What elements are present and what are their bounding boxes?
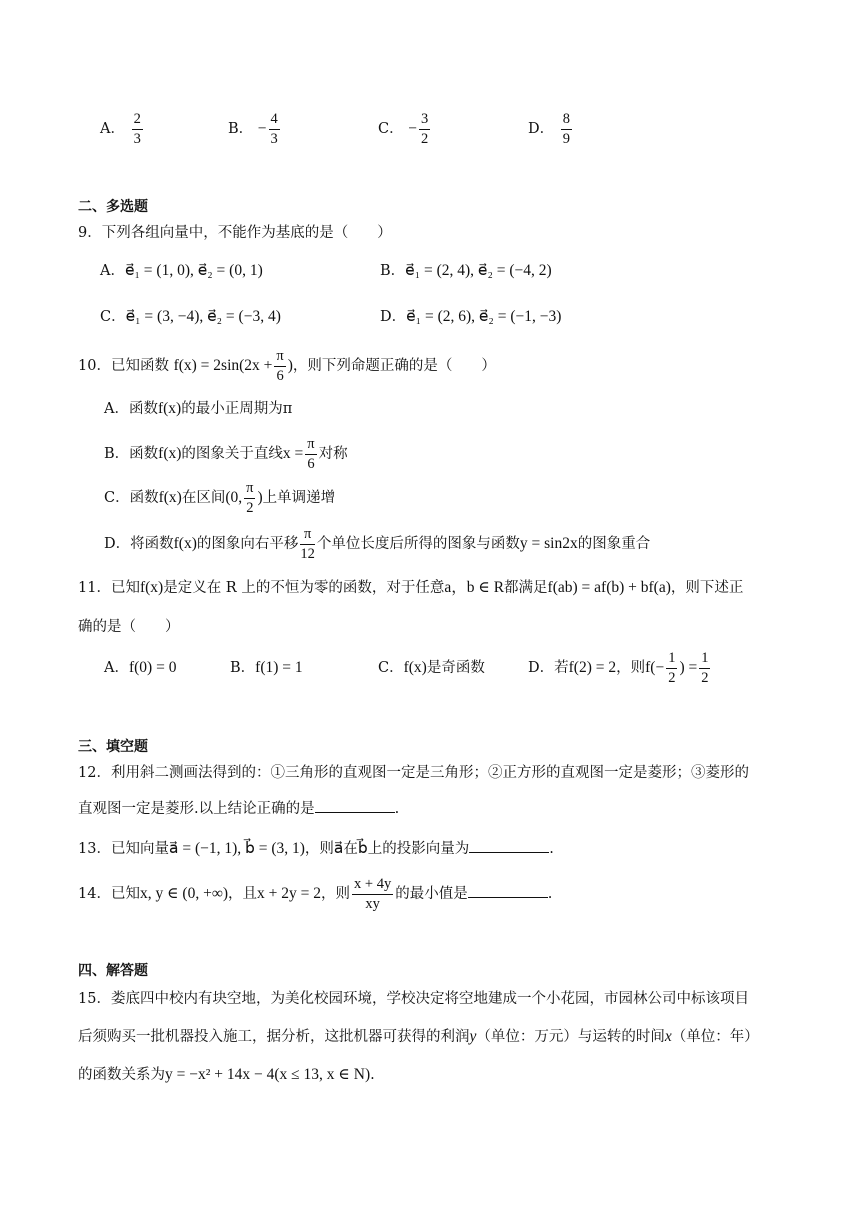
q11-stem-line1 <box>78 577 743 599</box>
q13-stem <box>78 838 554 860</box>
stem-text: 后须购买一批机器投入施工，据分析，这批机器可获得的利润 <box>78 1029 470 1045</box>
q11-option-d <box>528 648 712 688</box>
option-label: A． <box>100 121 125 137</box>
stem-math: a，b ∈ R <box>444 579 505 596</box>
q8-option-d <box>528 112 574 146</box>
option-math: f(x) <box>403 659 427 676</box>
option-math: e⃗₁ = (1, 0), e⃗₂ = (0, 1) <box>124 262 263 279</box>
stem-math: y = −x² + 14x − 4(x ≤ 13, x ∈ N) <box>165 1066 371 1083</box>
option-math: e⃗₁ = (2, 4), e⃗₂ = (−4, 2) <box>405 262 552 279</box>
option-label: B． <box>380 263 406 279</box>
option-math: f(1) = 1 <box>255 659 303 676</box>
section-heading-multi: 二、多选题 <box>78 199 148 215</box>
option-text: 的图象重合 <box>577 536 651 552</box>
stem-text: 的最小值是 <box>395 886 468 902</box>
option-text: 个单位长度后所得的图象与函数 <box>316 536 520 552</box>
numerator: 1 <box>666 651 677 669</box>
q9-stem: 9．下列各组向量中，不能作为基底的是（ ） <box>78 225 392 241</box>
stem-text: 直观图一定是菱形.以上结论正确的是 <box>78 801 315 817</box>
q8-option-c <box>378 112 432 146</box>
denominator: 3 <box>133 130 141 147</box>
option-label: D． <box>528 121 555 137</box>
option-label: C． <box>378 121 404 137</box>
q10-option-b <box>104 434 348 474</box>
q12-line1: 12．利用斜二测画法得到的：①三角形的直观图一定是三角形；②正方形的直观图一定是菱形；③菱形的 <box>78 765 749 781</box>
fraction <box>274 349 285 383</box>
stem-text: ，则下述正 <box>670 580 744 596</box>
option-text: 是奇函数 <box>426 660 485 676</box>
q14-stem <box>78 872 552 916</box>
stem-text: 在 <box>343 841 358 857</box>
stem-math: b⃗ <box>357 840 368 857</box>
stem-text: 的函数关系为 <box>78 1067 165 1083</box>
denominator: 6 <box>276 367 284 384</box>
option-text: 对称 <box>318 446 348 462</box>
option-math: e⃗₁ = (2, 6), e⃗₂ = (−1, −3) <box>406 308 562 325</box>
answer-blank[interactable] <box>315 798 395 813</box>
option-math: y = sin2x <box>519 535 578 552</box>
fraction <box>244 481 255 515</box>
stem-text: ，则 <box>321 886 351 902</box>
denominator: 2 <box>701 669 709 686</box>
stem-math: ) <box>287 357 293 374</box>
stem-math: f(ab) = af(b) + bf(a) <box>547 579 671 596</box>
section-heading-fill: 三、填空题 <box>78 739 148 755</box>
option-label: A． <box>104 660 129 676</box>
stem-text: . <box>549 841 554 857</box>
option-math: f(0) = 0 <box>128 659 177 676</box>
denominator: 2 <box>420 130 429 147</box>
option-math: x = <box>282 445 304 462</box>
fraction <box>419 112 430 146</box>
option-text: C．函数 <box>104 490 159 506</box>
numerator: 1 <box>699 651 710 669</box>
q11-options <box>104 648 176 688</box>
fraction <box>132 112 143 146</box>
denominator: 3 <box>270 130 278 147</box>
stem-text: 14．已知 <box>78 886 140 902</box>
q8-option-a <box>100 112 145 146</box>
stem-math: f(x) = 2sin(2x + <box>173 357 273 374</box>
denominator: 12 <box>300 545 315 562</box>
stem-math: x + 2y = 2 <box>257 885 322 902</box>
option-text: ，则 <box>616 660 646 676</box>
option-text: 的图象关于直线 <box>181 446 283 462</box>
q11-option-b <box>230 648 303 688</box>
numerator: π <box>300 527 315 545</box>
fraction <box>300 527 315 561</box>
stem-text: （单位：年） <box>671 1029 759 1045</box>
stem-text: 都满足 <box>504 580 548 596</box>
q8-option-b <box>228 112 282 146</box>
fraction <box>666 651 677 685</box>
option-text: 的最小正周期为π <box>181 401 293 417</box>
option-math: f(2) = 2 <box>568 659 617 676</box>
q11-option-c <box>378 648 485 688</box>
stem-text: ，则下列命题正确的是（ ） <box>292 358 496 374</box>
q9-option-a <box>100 260 263 282</box>
stem-text: （单位：万元）与运转的时间 <box>476 1029 665 1045</box>
denominator: xy <box>365 895 380 912</box>
fraction <box>305 437 316 471</box>
q9-option-d <box>380 306 561 328</box>
stem-text: . <box>370 1067 375 1083</box>
sign: − <box>257 120 267 137</box>
numerator: π <box>244 481 255 499</box>
numerator: x + 4y <box>352 877 393 895</box>
option-label: A． <box>100 263 125 279</box>
option-text: 的图象向右平移 <box>196 536 299 552</box>
q10-option-d <box>104 524 650 564</box>
numerator: π <box>274 349 285 367</box>
stem-math: f(x) <box>139 579 164 596</box>
fraction <box>269 112 280 146</box>
option-text: D．若 <box>528 660 569 676</box>
q15-line3 <box>78 1064 375 1086</box>
option-math: e⃗₁ = (3, −4), e⃗₂ = (−3, 4) <box>125 308 281 325</box>
stem-text: 是定义在 R 上的不恒为零的函数，对于任意 <box>163 580 445 596</box>
numerator: 4 <box>269 112 280 130</box>
option-math: ) <box>257 489 263 506</box>
denominator: 2 <box>246 499 254 516</box>
option-label: D． <box>380 309 407 325</box>
numerator: 8 <box>561 112 572 130</box>
denominator: 9 <box>562 130 570 147</box>
option-label: C． <box>100 309 126 325</box>
stem-math: x <box>664 1028 672 1045</box>
option-math: f(− <box>645 659 665 676</box>
q15-line1: 15．娄底四中校内有块空地，为美化校园环境，学校决定将空地建成一个小花园，市园林公司中标该项目 <box>78 991 749 1007</box>
option-label: B． <box>230 660 256 676</box>
option-text: D．将函数 <box>104 536 174 552</box>
option-label: B． <box>228 121 254 137</box>
option-text: 上单调递增 <box>262 490 336 506</box>
stem-math: y <box>469 1028 477 1045</box>
option-math: (0, <box>225 489 243 506</box>
stem-text: 上的投影向量为 <box>367 841 470 857</box>
section-heading-answer: 四、解答题 <box>78 963 148 979</box>
denominator: 6 <box>307 455 315 472</box>
fraction <box>352 877 393 911</box>
q10-stem <box>78 346 496 386</box>
stem-text: ，则 <box>304 841 334 857</box>
numerator: π <box>305 437 316 455</box>
stem-math: a⃗ = (−1, 1), b⃗ = (3, 1) <box>168 840 305 857</box>
answer-blank[interactable] <box>468 883 548 898</box>
q11-stem-line2: 确的是（ ） <box>78 619 180 635</box>
answer-blank[interactable] <box>469 838 549 853</box>
sign: − <box>408 120 417 137</box>
fraction <box>699 651 710 685</box>
fraction <box>561 112 572 146</box>
option-math: ) = <box>679 659 698 676</box>
stem-math: x, y ∈ (0, +∞) <box>139 885 229 902</box>
option-text: A．函数 <box>104 401 158 417</box>
q10-option-a <box>104 398 292 420</box>
option-math: f(x) <box>158 445 182 462</box>
stem-text: . <box>547 886 553 902</box>
q15-line2 <box>78 1026 759 1048</box>
stem-text: 10．已知函数 <box>78 358 169 374</box>
option-text: B．函数 <box>104 446 159 462</box>
numerator: 3 <box>419 112 430 130</box>
stem-text: 13．已知向量 <box>78 841 169 857</box>
option-math: f(x) <box>158 489 182 506</box>
stem-text: . <box>394 801 400 817</box>
q10-option-c <box>104 478 335 518</box>
q9-option-b <box>380 260 552 282</box>
option-text: 在区间 <box>181 490 226 506</box>
numerator: 2 <box>132 112 143 130</box>
q9-option-c <box>100 306 281 328</box>
q12-line2 <box>78 798 399 820</box>
denominator: 2 <box>668 669 676 686</box>
stem-math: a⃗ <box>333 840 344 857</box>
option-label: C． <box>378 660 404 676</box>
option-math: f(x) <box>173 535 197 552</box>
option-math: f(x) <box>157 400 182 417</box>
stem-text: ，且 <box>228 886 258 902</box>
stem-text: 11．已知 <box>78 580 140 596</box>
